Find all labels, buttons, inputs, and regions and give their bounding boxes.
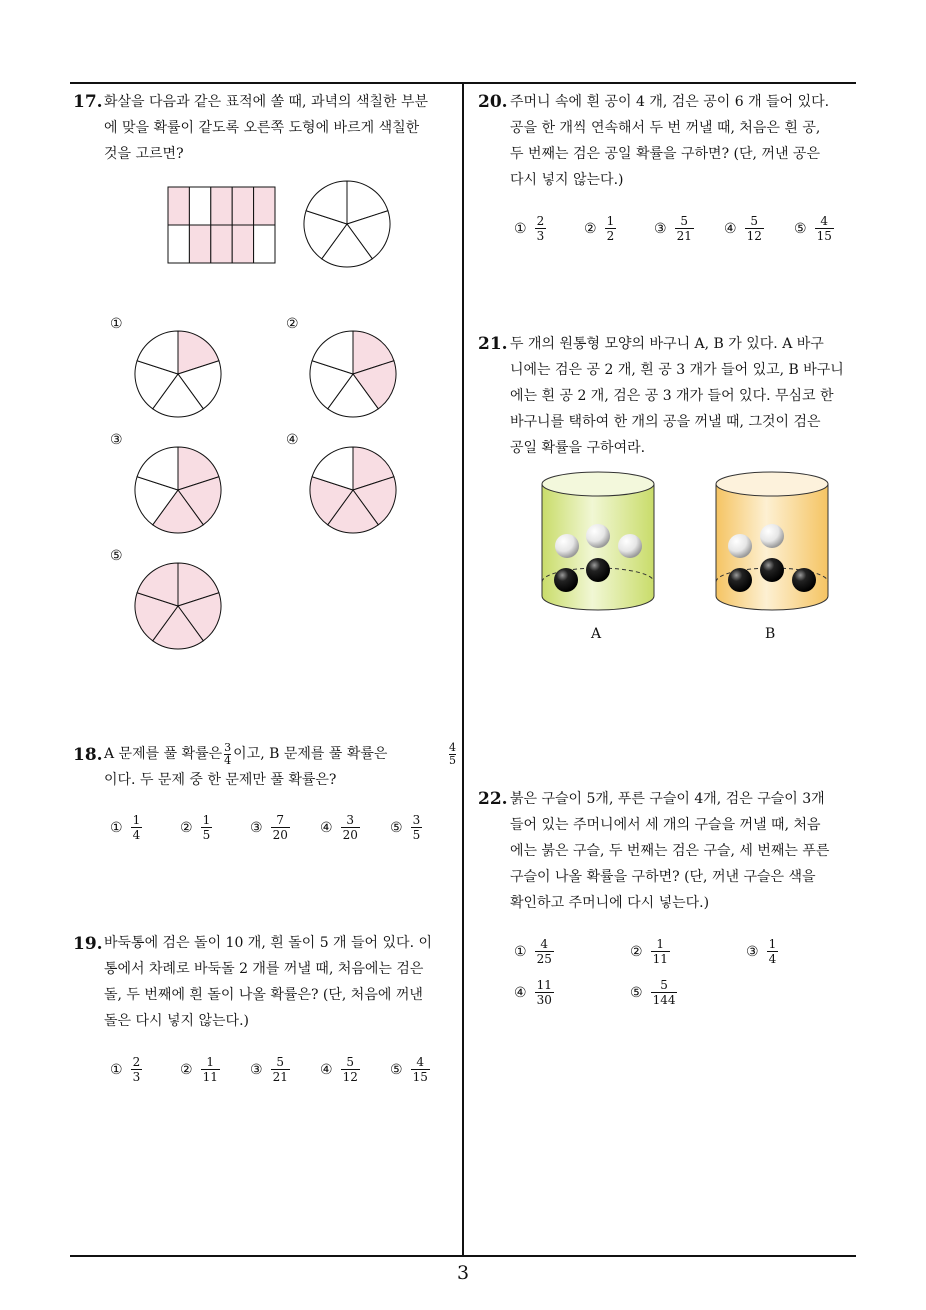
option-3-circle[interactable]	[133, 445, 223, 535]
grid-cell	[168, 225, 189, 263]
q21-line: 공일 확률을 구하여라.	[510, 440, 646, 456]
choice-marker: ③	[746, 943, 759, 960]
q20-line: 주머니 속에 흰 공이 4 개, 검은 공이 6 개 들어 있다.	[510, 94, 830, 110]
choice-marker: ①	[514, 220, 527, 237]
choice-fraction: $\frac{1}{11}$	[202, 1055, 218, 1084]
q19-line: 돌, 두 번째에 흰 돌이 나올 확률은? (단, 처음에 꺼낸	[104, 987, 423, 1003]
black-ball	[728, 568, 752, 592]
q19-text	[104, 930, 456, 1034]
q18-choice-2[interactable]	[180, 813, 212, 842]
q20-line: 공을 한 개씩 연속해서 두 번 꺼낼 때, 처음은 흰 공,	[510, 120, 821, 136]
q20-choice-5[interactable]	[794, 214, 834, 243]
option-4-circle[interactable]	[308, 445, 398, 535]
white-ball	[618, 534, 642, 558]
choice-marker: ④	[514, 984, 527, 1001]
q18-line2: 이다. 두 문제 중 한 문제만 풀 확률은?	[104, 772, 337, 788]
q20-line: 두 번째는 검은 공일 확률을 구하면? (단, 꺼낸 공은	[510, 146, 820, 162]
grid-cell	[189, 225, 210, 263]
q17-empty-circle	[302, 179, 392, 269]
q20-choice-3[interactable]	[654, 214, 694, 243]
grid-cell	[211, 225, 232, 263]
q20-text	[510, 89, 860, 193]
q22-number: 22.	[478, 789, 508, 809]
q20-line: 다시 넣지 않는다.)	[510, 172, 624, 188]
q22-line: 에는 붉은 구슬, 두 번째는 검은 구슬, 세 번째는 푸른	[510, 843, 830, 859]
q19-line: 돌은 다시 넣지 않는다.)	[104, 1013, 249, 1029]
choice-fraction: $\frac{1}{4}$	[132, 813, 141, 842]
q22-choice-3[interactable]	[746, 937, 778, 966]
choice-marker: ②	[584, 220, 597, 237]
grid-cell	[254, 225, 275, 263]
choice-fraction: $\frac{1}{5}$	[202, 813, 211, 842]
q18-frac1: $\frac{3}{4}$	[224, 740, 232, 767]
choice-fraction: $\frac{4}{15}$	[816, 214, 832, 243]
choice-marker: ①	[514, 943, 527, 960]
q20-number: 20.	[478, 92, 508, 112]
choice-fraction: $\frac{5}{21}$	[676, 214, 692, 243]
q18-choice-1[interactable]	[110, 813, 142, 842]
q19-line: 바둑통에 검은 돌이 10 개, 흰 돌이 5 개 들어 있다. 이	[104, 935, 433, 951]
q22-choice-4[interactable]	[514, 978, 554, 1007]
choice-marker: ②	[180, 819, 193, 836]
basket-a-label: A	[591, 626, 602, 642]
option-4-marker: ④	[286, 432, 299, 448]
choice-fraction: $\frac{3}{5}$	[412, 813, 421, 842]
q18-frac2: $\frac{4}{5}$	[449, 740, 456, 767]
q19-line: 통에서 차례로 바둑돌 2 개를 꺼낼 때, 처음에는 검은	[104, 961, 424, 977]
bottom-rule	[70, 1255, 856, 1257]
option-5-marker: ⑤	[110, 548, 123, 564]
choice-marker: ⑤	[390, 819, 403, 836]
q20-choice-1[interactable]	[514, 214, 546, 243]
q18-number: 18.	[73, 745, 103, 765]
q21-line: 에는 흰 공 2 개, 검은 공 3 개가 들어 있다. 무심코 한	[510, 388, 834, 404]
q21-line: 니에는 검은 공 2 개, 흰 공 3 개가 들어 있고, B 바구니	[510, 362, 844, 378]
white-ball	[760, 524, 784, 548]
choice-fraction: $\frac{5}{144}$	[652, 978, 676, 1007]
choice-marker: ⑤	[630, 984, 643, 1001]
q17-number: 17.	[73, 92, 103, 112]
q22-line: 붉은 구슬이 5개, 푸른 구슬이 4개, 검은 구슬이 3개	[510, 791, 825, 807]
choice-fraction: $\frac{1}{11}$	[652, 937, 668, 966]
grid-cell	[232, 187, 253, 225]
column-divider	[462, 82, 464, 1255]
black-ball	[586, 558, 610, 582]
q19-choice-3[interactable]	[250, 1055, 290, 1084]
grid-cell	[189, 187, 210, 225]
q18-choice-4[interactable]	[320, 813, 360, 842]
white-ball	[555, 534, 579, 558]
q18-text	[104, 739, 458, 791]
grid-cell	[232, 225, 253, 263]
choice-fraction: $\frac{1}{4}$	[768, 937, 777, 966]
choice-fraction: $\frac{5}{21}$	[272, 1055, 288, 1084]
choice-marker: ①	[110, 819, 123, 836]
choice-fraction: $\frac{4}{25}$	[536, 937, 552, 966]
white-ball	[728, 534, 752, 558]
q21-number: 21.	[478, 334, 508, 354]
choice-fraction: $\frac{3}{20}$	[342, 813, 358, 842]
q22-choice-1[interactable]	[514, 937, 554, 966]
q18-line1a: A 문제를 풀 확률은	[104, 746, 223, 762]
option-2-marker: ②	[286, 316, 299, 332]
basket-a	[540, 470, 656, 620]
q17-grid-target	[168, 187, 275, 263]
black-ball	[760, 558, 784, 582]
q22-choice-2[interactable]	[630, 937, 670, 966]
grid-cell	[254, 187, 275, 225]
white-ball	[586, 524, 610, 548]
choice-marker: ⑤	[390, 1061, 403, 1078]
choice-marker: ④	[724, 220, 737, 237]
option-3-marker: ③	[110, 432, 123, 448]
q19-choice-2[interactable]	[180, 1055, 220, 1084]
option-1-circle[interactable]	[133, 329, 223, 419]
choice-fraction: $\frac{5}{12}$	[342, 1055, 358, 1084]
q22-line: 들어 있는 주머니에서 세 개의 구슬을 꺼낼 때, 처음	[510, 817, 821, 833]
q19-choice-5[interactable]	[390, 1055, 430, 1084]
q19-number: 19.	[73, 934, 103, 954]
page-number: 3	[456, 1262, 470, 1284]
basket-b-label: B	[765, 626, 776, 642]
option-1-marker: ①	[110, 316, 123, 332]
q21-text	[510, 331, 860, 461]
black-ball	[554, 568, 578, 592]
choice-marker: ④	[320, 819, 333, 836]
choice-marker: ③	[250, 1061, 263, 1078]
choice-marker: ⑤	[794, 220, 807, 237]
grid-cell	[168, 187, 189, 225]
q17-line: 것을 고르면?	[104, 146, 184, 162]
choice-marker: ②	[180, 1061, 193, 1078]
choice-fraction: $\frac{2}{3}$	[132, 1055, 141, 1084]
q17-line: 화살을 다음과 같은 표적에 쏠 때, 과녁의 색칠한 부분	[104, 94, 429, 110]
choice-marker: ②	[630, 943, 643, 960]
option-5-circle[interactable]	[133, 561, 223, 651]
q19-choice-1[interactable]	[110, 1055, 142, 1084]
q20-choice-4[interactable]	[724, 214, 764, 243]
q22-line: 구슬이 나올 확률을 구하면? (단, 꺼낸 구슬은 색을	[510, 869, 816, 885]
q21-line: 바구니를 택하여 한 개의 공을 꺼낼 때, 그것이 검은	[510, 414, 821, 430]
black-ball	[792, 568, 816, 592]
q19-choice-4[interactable]	[320, 1055, 360, 1084]
grid-cell	[211, 187, 232, 225]
q22-choice-5[interactable]	[630, 978, 677, 1007]
q18-line1b: 이고, B 문제를 풀 확률은	[233, 746, 388, 762]
choice-fraction: $\frac{11}{30}$	[536, 978, 552, 1007]
choice-marker: ①	[110, 1061, 123, 1078]
choice-marker: ③	[250, 819, 263, 836]
basket-b	[714, 470, 830, 620]
q22-line: 확인하고 주머니에 다시 넣는다.)	[510, 895, 710, 911]
q20-choice-2[interactable]	[584, 214, 616, 243]
q18-choice-5[interactable]	[390, 813, 422, 842]
choice-fraction: $\frac{1}{2}$	[606, 214, 615, 243]
q17-line: 에 맞을 확률이 같도록 오른쪽 도형에 바르게 색칠한	[104, 120, 420, 136]
choice-fraction: $\frac{4}{15}$	[412, 1055, 428, 1084]
choice-fraction: $\frac{7}{20}$	[272, 813, 288, 842]
q18-choice-3[interactable]	[250, 813, 290, 842]
choice-marker: ③	[654, 220, 667, 237]
q21-line: 두 개의 원통형 모양의 바구니 A, B 가 있다. A 바구	[510, 336, 824, 352]
choice-fraction: $\frac{5}{12}$	[746, 214, 762, 243]
q17-text	[104, 89, 456, 167]
choice-marker: ④	[320, 1061, 333, 1078]
choice-fraction: $\frac{2}{3}$	[536, 214, 545, 243]
option-2-circle[interactable]	[308, 329, 398, 419]
q22-text	[510, 786, 860, 916]
